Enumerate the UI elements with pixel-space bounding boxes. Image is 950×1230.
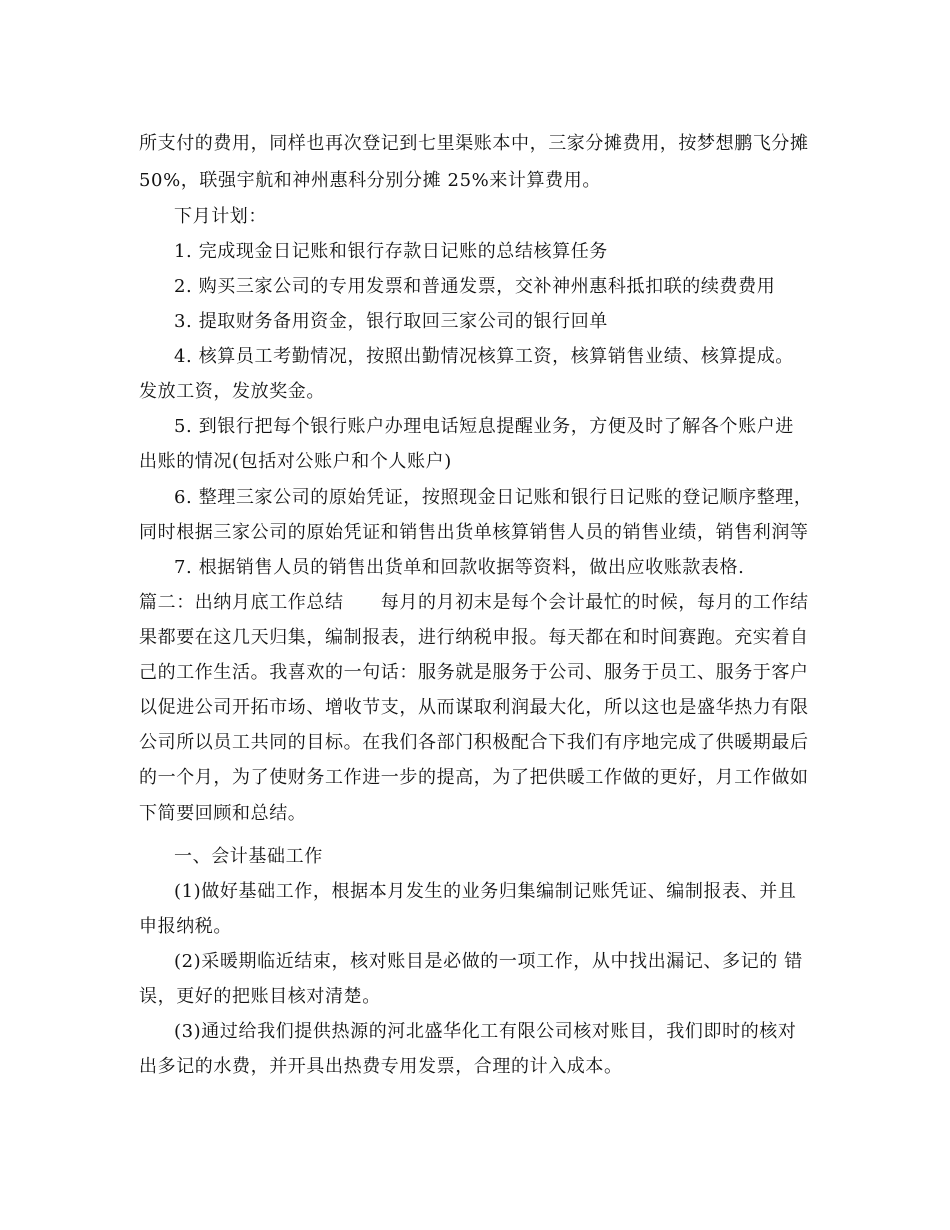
list-item: 7. 根据销售人员的销售出货单和回款收据等资料，做出应收账款表格. xyxy=(174,557,745,578)
list-item: (2)采暖期临近结束，核对账目是必做的一项工作，从中找出漏记、多记的 错 xyxy=(174,951,803,972)
body-line: 出账的情况(包括对公账户和个人账户) xyxy=(139,451,452,472)
body-line: 同时根据三家公司的原始凭证和销售出货单核算销售人员的销售业绩，销售利润等 xyxy=(139,522,809,543)
list-item: 2. 购买三家公司的专用发票和普通发票，交补神州惠科抵扣联的续费费用 xyxy=(174,276,776,297)
body-line: 的一个月，为了使财务工作进一步的提高，为了把供暖工作做的更好，月工作做如 xyxy=(139,767,809,788)
list-item: 1. 完成现金日记账和银行存款日记账的总结核算任务 xyxy=(174,241,608,262)
body-line: 己的工作生活。我喜欢的一句话：服务就是服务于公司、服务于员工、服务于客户 xyxy=(139,662,809,683)
body-line: 发放工资，发放奖金。 xyxy=(139,381,325,402)
body-line: 公司所以员工共同的目标。在我们各部门积极配合下我们有序地完成了供暖期最后 xyxy=(139,732,809,753)
list-item: 4. 核算员工考勤情况，按照出勤情况核算工资，核算销售业绩、核算提成。 xyxy=(174,346,794,367)
section-heading: 下月计划： xyxy=(174,206,267,227)
section-heading: 一、会计基础工作 xyxy=(174,846,323,867)
body-line: 出多记的水费，并开具出热费专用发票，合理的计入成本。 xyxy=(139,1056,623,1077)
list-item: (3)通过给我们提供热源的河北盛华化工有限公司核对账目，我们即时的核对 xyxy=(174,1021,797,1042)
section-title: 篇二：出纳月底工作总结 每月的月初末是每个会计最忙的时候，每月的工作结 xyxy=(139,592,809,613)
body-line: 50%，联强宇航和神州惠科分别分摊 25%来计算费用。 xyxy=(139,170,601,191)
body-line: 误，更好的把账目核对清楚。 xyxy=(139,986,381,1007)
body-line: 以促进公司开拓市场、增收节支，从而谋取利润最大化，所以这也是盛华热力有限 xyxy=(139,697,809,718)
list-item: 6. 整理三家公司的原始凭证，按照现金日记账和银行日记账的登记顺序整理， xyxy=(174,487,813,508)
list-item: (1)做好基础工作，根据本月发生的业务归集编制记账凭证、编制报表、并且 xyxy=(174,881,797,902)
body-line: 申报纳税。 xyxy=(139,916,232,937)
body-line: 果都要在这几天归集，编制报表，进行纳税申报。每天都在和时间赛跑。充实着自 xyxy=(139,627,809,648)
list-item: 5. 到银行把每个银行账户办理电话短息提醒业务，方便及时了解各个账户进 xyxy=(174,416,794,437)
list-item: 3. 提取财务备用资金，银行取回三家公司的银行回单 xyxy=(174,311,608,332)
body-line: 所支付的费用，同样也再次登记到七里渠账本中，三家分摊费用，按梦想鹏飞分摊 xyxy=(139,133,809,154)
body-line: 下简要回顾和总结。 xyxy=(139,803,307,824)
